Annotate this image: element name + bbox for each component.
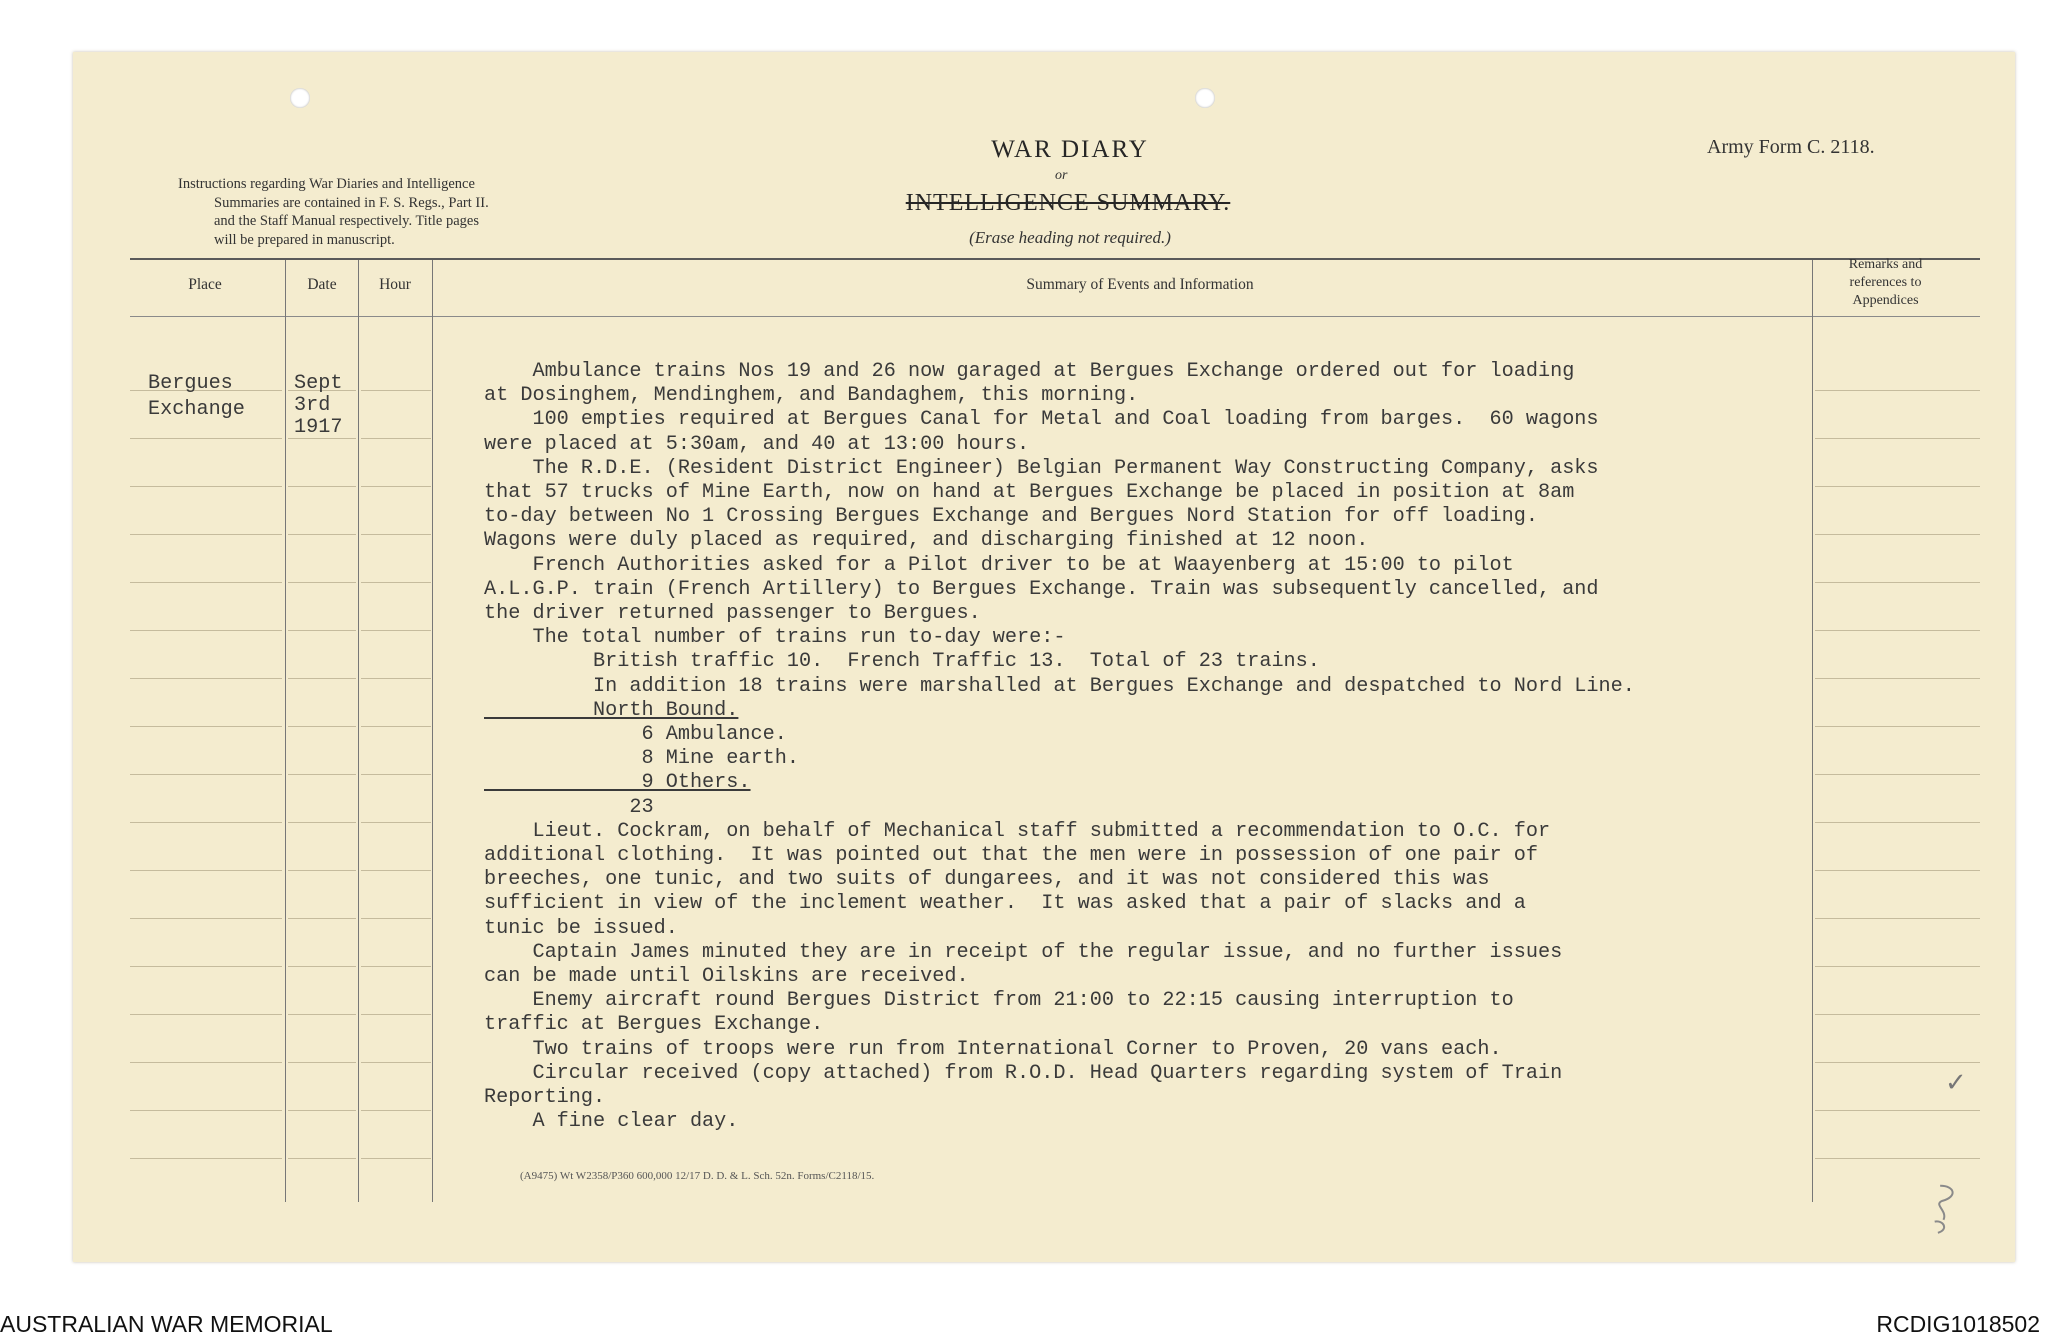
- column-divider: [432, 260, 433, 1202]
- summary-line: breeches, one tunic, and two suits of dungarees, and it was not considered this was: [484, 868, 1490, 892]
- place-line: Exchange: [148, 398, 245, 421]
- summary-line: were placed at 5:30am, and 40 at 13:00 hours.: [484, 432, 1030, 456]
- ruled-line: [1815, 1158, 1980, 1159]
- ruled-line: [288, 918, 356, 919]
- ruled-line: [130, 630, 282, 631]
- ruled-line: [130, 774, 282, 775]
- summary-line: 6 Ambulance.: [484, 723, 787, 746]
- punch-hole-right: [1195, 88, 1215, 108]
- date-line: 1917: [294, 416, 343, 439]
- instructions-note: [178, 175, 618, 249]
- ruled-line: [288, 1110, 356, 1111]
- ruled-line: [130, 678, 282, 679]
- ruled-line: [361, 1014, 431, 1015]
- summary-line: Wagons were duly placed as required, and discharging finished at 12 noon.: [484, 529, 1369, 553]
- ruled-line: [130, 822, 282, 823]
- ruled-line: [361, 1158, 431, 1159]
- ruled-line: [288, 1158, 356, 1159]
- summary-line: additional clothing. It was pointed out that the men were in possession of one pair of: [484, 844, 1538, 867]
- column-header-summary: Summary of Events and Information: [1026, 276, 1254, 293]
- summary-line: Circular received (copy attached) from R.O.D. Head Quarters regarding system of Train: [484, 1061, 1563, 1085]
- ruled-line: [361, 534, 431, 535]
- instructions-line: Summaries are contained in F. S. Regs., Part II.: [214, 194, 489, 211]
- summary-line: 23: [484, 795, 654, 819]
- printer-line: (A9475) Wt W2358/P360 600,000 12/17 D. D. & L. Sch. 52n. Forms/C2118/15.: [520, 1170, 875, 1182]
- ruled-line: [130, 1110, 282, 1111]
- ruled-line: [361, 1062, 431, 1063]
- ruled-line: [361, 678, 431, 679]
- ruled-line: [1815, 918, 1980, 919]
- form-or: or: [1055, 168, 1068, 183]
- ruled-line: [1815, 582, 1980, 583]
- summary-line: the driver returned passenger to Bergues.: [484, 602, 981, 625]
- ruled-line: [361, 1110, 431, 1111]
- column-divider: [358, 260, 359, 1202]
- summary-line: A fine clear day.: [484, 1110, 739, 1134]
- ruled-line: [130, 1014, 282, 1015]
- army-form-number: Army Form C. 2118.: [1707, 136, 1875, 158]
- summary-line: 100 empties required at Bergues Canal for Metal and Coal loading from barges. 60 wagons: [484, 408, 1599, 432]
- ruled-line: [288, 1014, 356, 1015]
- ruled-line: [361, 582, 431, 583]
- summary-line: Two trains of troops were run from International Corner to Proven, 20 vans each.: [484, 1037, 1502, 1061]
- ruled-line: [288, 630, 356, 631]
- ruled-line: [288, 774, 356, 775]
- ruled-line: [288, 966, 356, 967]
- ruled-line: [130, 1062, 282, 1063]
- ruled-line: [361, 726, 431, 727]
- summary-line: A.L.G.P. train (French Artillery) to Bergues Exchange. Train was subsequently cancelled, and: [484, 577, 1599, 601]
- ruled-line: [130, 1158, 282, 1159]
- summary-line: 8 Mine earth.: [484, 747, 799, 771]
- instructions-line: will be prepared in manuscript.: [214, 231, 395, 248]
- column-divider: [285, 260, 286, 1202]
- header-bottom-rule: [130, 316, 1980, 317]
- ruled-line: [130, 870, 282, 871]
- ruled-line: [1815, 534, 1980, 535]
- ruled-line: [361, 918, 431, 919]
- summary-line: can be made until Oilskins are received.: [484, 965, 969, 988]
- ruled-line: [130, 582, 282, 583]
- summary-line: The R.D.E. (Resident District Engineer) Belgian Permanent Way Constructing Company, asks: [484, 456, 1599, 480]
- ruled-line: [130, 726, 282, 727]
- ruled-line: [130, 534, 282, 535]
- instructions-line: and the Staff Manual respectively. Title pages: [214, 213, 479, 229]
- ruled-line: [130, 438, 282, 439]
- ruled-line: [1815, 774, 1980, 775]
- ruled-line: [130, 918, 282, 919]
- ruled-line: [361, 486, 431, 487]
- form-title: WAR DIARY: [991, 136, 1149, 163]
- ruled-line: [130, 486, 282, 487]
- summary-line: to-day between No 1 Crossing Bergues Exchange and Bergues Nord Station for off loading.: [484, 505, 1538, 529]
- summary-line: sufficient in view of the inclement weather. It was asked that a pair of slacks and a: [484, 892, 1526, 916]
- check-mark: ✓: [1945, 1068, 1967, 1098]
- header-top-rule: [130, 258, 1980, 260]
- date-line: Sept: [294, 372, 343, 395]
- summary-line: at Dosinghem, Mendinghem, and Bandaghem, this morning.: [484, 384, 1139, 408]
- column-header-date: Date: [307, 276, 337, 293]
- ruled-line: [361, 774, 431, 775]
- ruled-line: [1815, 1110, 1980, 1111]
- ruled-line: [288, 486, 356, 487]
- ruled-line: [1815, 726, 1980, 727]
- column-header-remarks: Remarks and references to Appendices: [1848, 257, 1923, 308]
- summary-line: British traffic 10. French Traffic 13. Total of 23 trains.: [484, 650, 1320, 674]
- archive-record-id: RCDIG1018502: [1876, 1311, 2040, 1337]
- ruled-line: [130, 966, 282, 967]
- ruled-line: [1815, 870, 1980, 871]
- ruled-line: [361, 822, 431, 823]
- summary-line: In addition 18 trains were marshalled at Bergues Exchange and despatched to Nord Line.: [484, 674, 1635, 698]
- summary-line: Captain James minuted they are in receipt of the regular issue, and no further issues: [484, 940, 1563, 964]
- ruled-line: [361, 630, 431, 631]
- ruled-line: [288, 582, 356, 583]
- ruled-line: [1815, 966, 1980, 967]
- summary-line: Ambulance trains Nos 19 and 26 now garaged at Bergues Exchange ordered out for loading: [484, 360, 1575, 383]
- ruled-line: [361, 966, 431, 967]
- ruled-line: [361, 390, 431, 391]
- ruled-line: [288, 870, 356, 871]
- ruled-line: [361, 438, 431, 439]
- ruled-line: [1815, 390, 1980, 391]
- summary-line: Reporting.: [484, 1086, 606, 1109]
- punch-hole-left: [290, 88, 310, 108]
- ruled-line: [288, 1062, 356, 1063]
- summary-line: French Authorities asked for a Pilot driver to be at Waayenberg at 15:00 to pilot: [484, 553, 1514, 577]
- summary-line: Lieut. Cockram, on behalf of Mechanical staff submitted a recommendation to O.C. for: [484, 819, 1551, 843]
- ruled-line: [1815, 486, 1980, 487]
- ruled-line: [288, 726, 356, 727]
- column-header-hour: Hour: [379, 276, 411, 293]
- summary-line: North Bound.: [484, 698, 739, 722]
- summary-line: traffic at Bergues Exchange.: [484, 1013, 824, 1037]
- summary-line: tunic be issued.: [484, 916, 678, 940]
- summary-line: 9 Others.: [484, 771, 751, 795]
- instructions-line: Instructions regarding War Diaries and Intelligence: [178, 176, 475, 192]
- summary-line: that 57 trucks of Mine Earth, now on hand at Bergues Exchange be placed in position at 8am: [484, 481, 1575, 504]
- ruled-line: [1815, 822, 1980, 823]
- date-line: 3rd: [294, 394, 331, 417]
- place-line: Bergues: [148, 372, 233, 395]
- ruled-line: [361, 870, 431, 871]
- archive-source: AUSTRALIAN WAR MEMORIAL: [0, 1311, 333, 1337]
- ruled-line: [288, 678, 356, 679]
- column-divider: [1812, 260, 1813, 1202]
- ruled-line: [1815, 678, 1980, 679]
- ruled-line: [1815, 438, 1980, 439]
- column-header-place: Place: [188, 276, 222, 293]
- struck-heading: INTELLIGENCE SUMMARY.: [905, 190, 1231, 216]
- erase-note: (Erase heading not required.): [969, 228, 1171, 247]
- ruled-line: [1815, 1014, 1980, 1015]
- summary-line: The total number of trains run to-day were:-: [484, 626, 1066, 650]
- summary-line: Enemy aircraft round Bergues District from 21:00 to 22:15 causing interruption to: [484, 989, 1514, 1013]
- ruled-line: [1815, 1062, 1980, 1063]
- ruled-line: [288, 534, 356, 535]
- ruled-line: [1815, 630, 1980, 631]
- ruled-line: [288, 822, 356, 823]
